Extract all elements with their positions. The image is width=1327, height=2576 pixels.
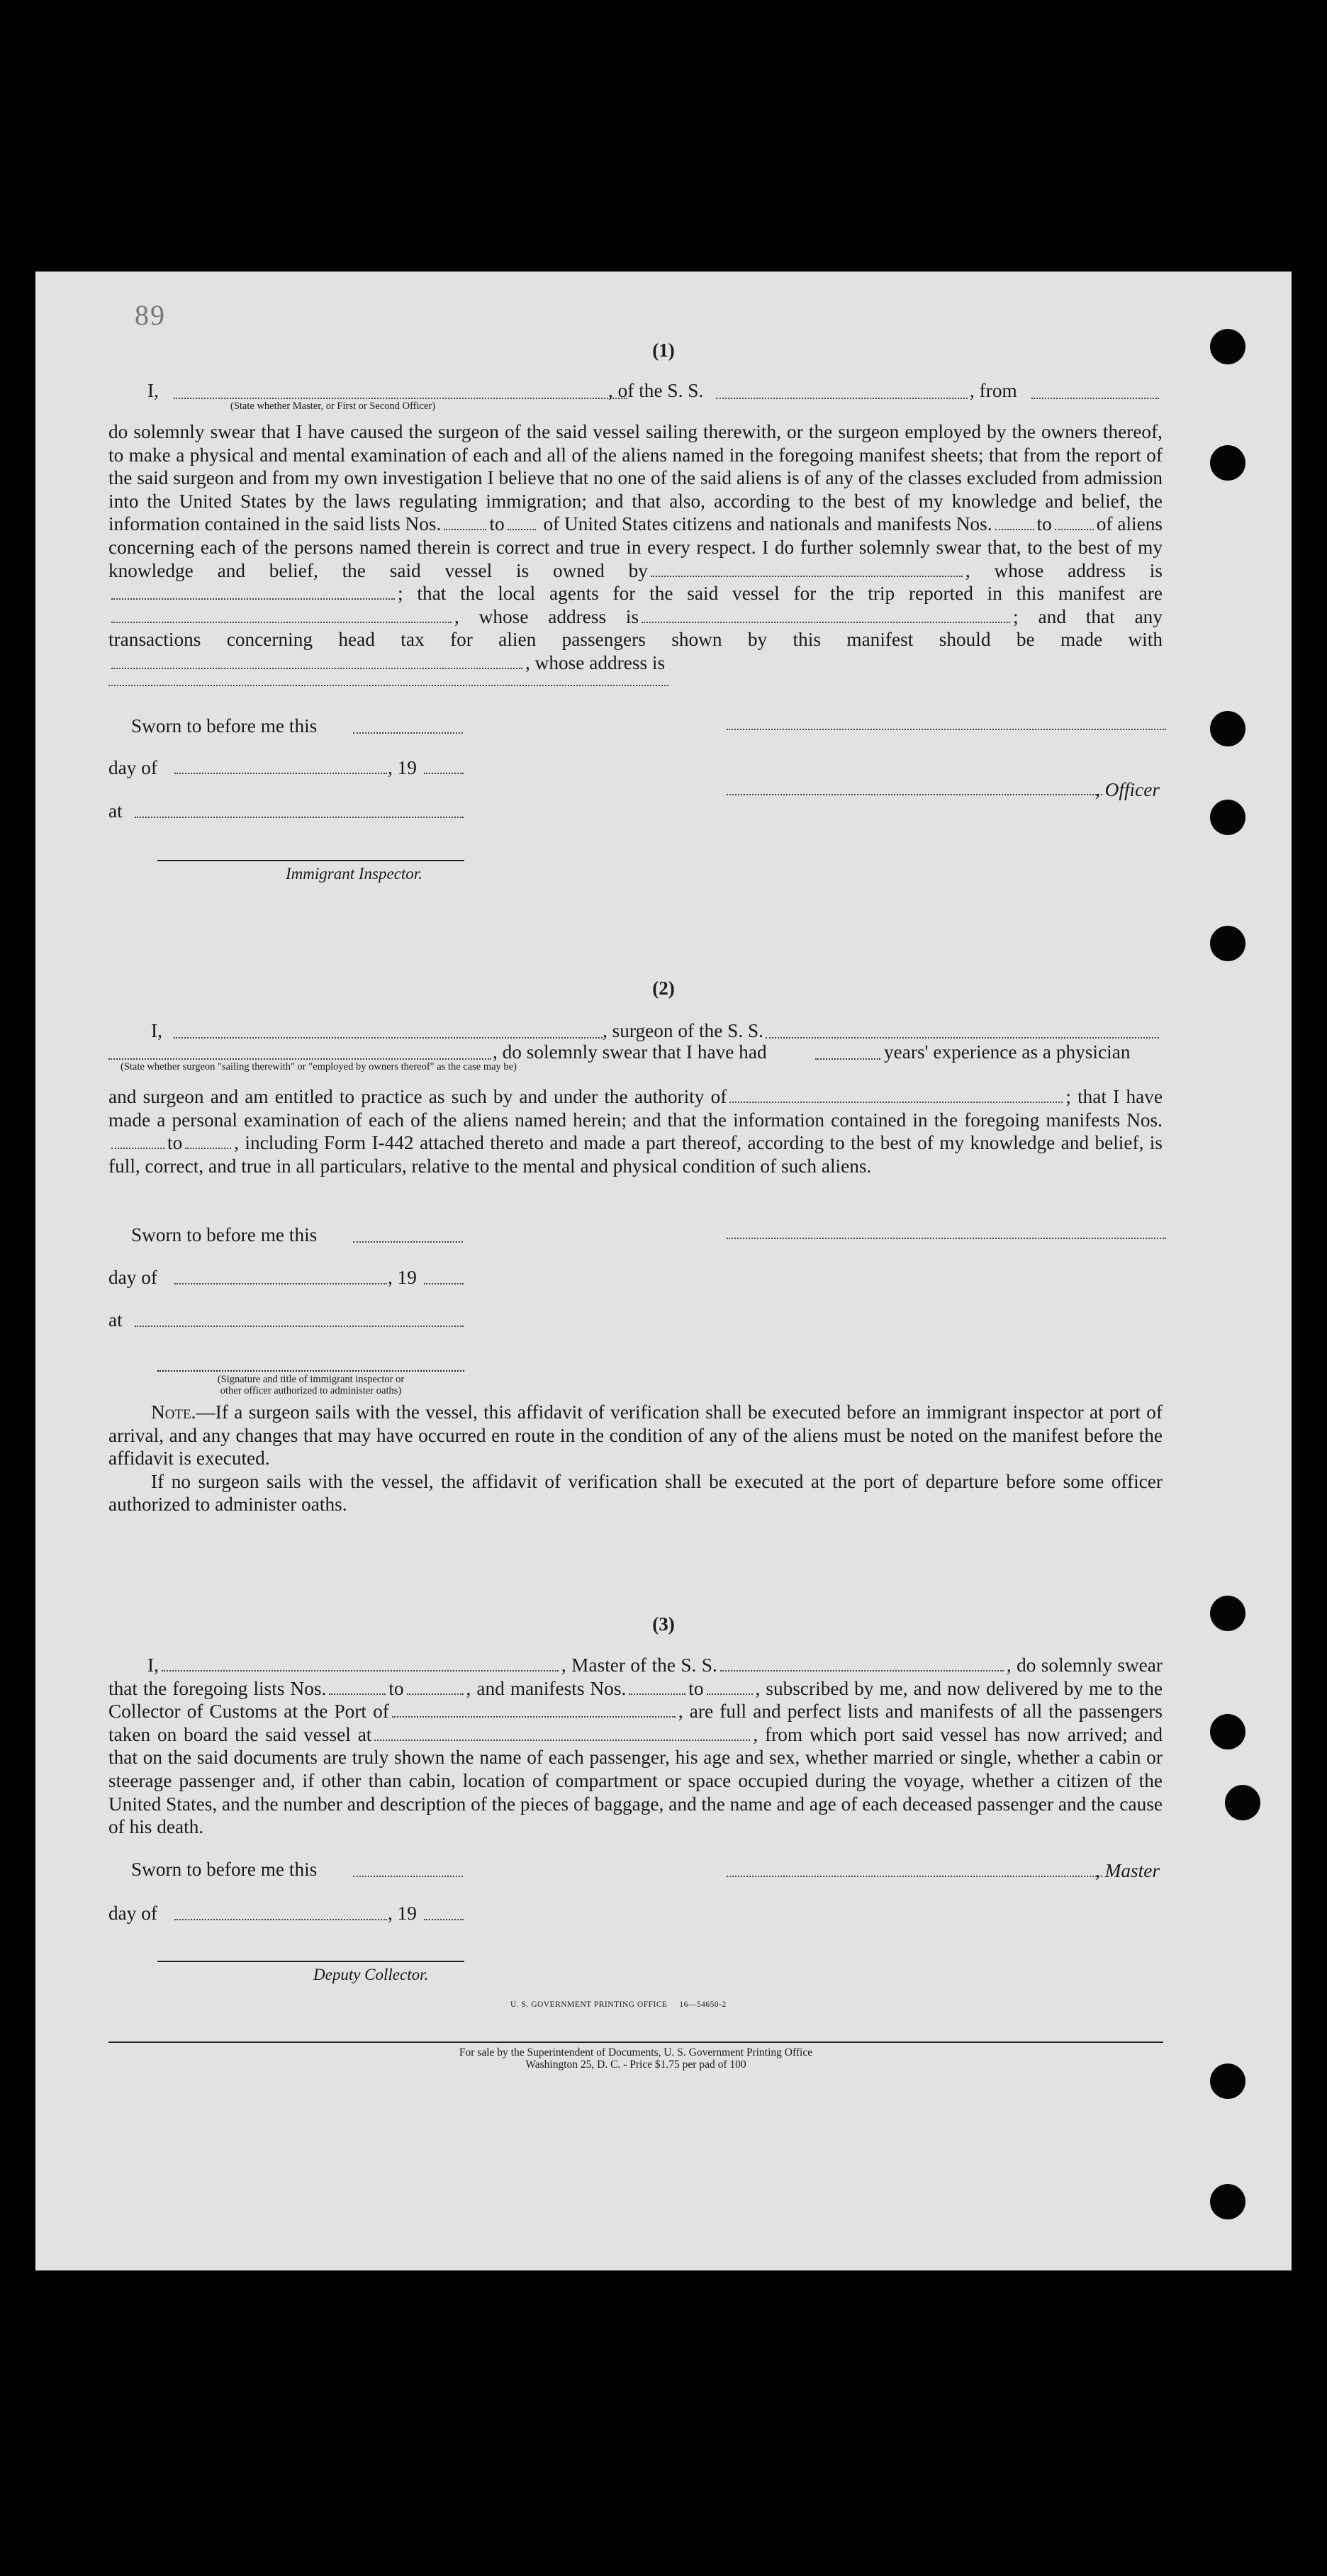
s3-vessel-field[interactable] (720, 1669, 1004, 1671)
s1-head-tax-field[interactable] (111, 667, 522, 669)
s2-caption: (State whether surgeon "sailing therewith" or "employed by owners thereof" as the case may be) (121, 1061, 517, 1073)
s2-i: I, (151, 1020, 162, 1041)
s3-i: I, (147, 1654, 159, 1676)
s3-sworn: Sworn to before me this (131, 1859, 318, 1880)
s1-i: I, (147, 380, 159, 401)
s2-year-field[interactable] (424, 1283, 464, 1284)
s1-day-of: day of (108, 757, 157, 778)
s1-body2a: of United States citizens and nationals and manifests Nos. (543, 513, 992, 535)
s2-note-2: If no surgeon sails with the vessel, the affidavit of verification shall be executed at the port of departure before some officer authorized to administer oaths. (108, 1470, 1163, 1516)
punch-hole (1210, 2184, 1245, 2219)
s2-at: at (108, 1309, 123, 1331)
punch-hole (1225, 1785, 1260, 1820)
s1-vessel-field[interactable] (716, 398, 968, 399)
page-number: 89 (135, 299, 166, 331)
s2-inspector-signature-line[interactable] (157, 1370, 464, 1372)
punch-hole (1210, 445, 1245, 481)
s2-at-field[interactable] (135, 1326, 464, 1327)
s2-year: , 19 (388, 1267, 417, 1288)
s2-body-block: and surgeon and am entitled to practice as such by and under the authority of ; that I have made a personal examination of each of the aliens named herein; and that the information contained in the foregoing manifests Nos.to , including Form I-442 attached thereto and made a part thereof, according to the best of my knowledge and belief, is full, correct, and true in all particulars, relative to the mental and physical condition of such aliens. (108, 1086, 1163, 1177)
s3-do-solemnly: , do solemnly (1006, 1654, 1112, 1676)
s3-sworn-field[interactable] (353, 1876, 463, 1877)
s2-sig-caption-1: (Signature and title of immigrant inspector or (217, 1374, 405, 1385)
s2-sworn: Sworn to before me this (131, 1224, 318, 1245)
s2-day-field[interactable] (174, 1283, 387, 1284)
s2-to: to (167, 1132, 183, 1154)
s1-agents-field[interactable] (111, 621, 452, 623)
s1-rank-field[interactable] (174, 398, 627, 399)
s1-at-field[interactable] (135, 817, 464, 818)
footer-rule (108, 2042, 1163, 2043)
s3-boarding-port-field[interactable] (374, 1739, 750, 1741)
s2-note-1: —If a surgeon sails with the vessel, this affidavit of verification shall be executed before an immigrant inspector at port of arrival, and any changes that may have occurred en route in the condition of any of the aliens must be noted on the manifest before the affidavit is executed. (108, 1401, 1163, 1469)
s1-from-field[interactable] (1031, 398, 1159, 399)
s2-manifest-to-field[interactable] (185, 1147, 231, 1149)
s1-to-2: to (1036, 513, 1052, 535)
s1-sworn-field[interactable] (353, 732, 463, 734)
s3-master-signature-field[interactable] (727, 1876, 1102, 1877)
punch-hole (1210, 711, 1245, 746)
printer-line: U. S. GOVERNMENT PRINTING OFFICE 16—54650-2 (510, 2000, 727, 2009)
s1-to: to (489, 513, 505, 535)
s2-authority-field[interactable] (729, 1101, 1063, 1103)
s3-subscribed: , subscribed by me, and now (755, 1677, 981, 1699)
s2-signature-field[interactable] (727, 1238, 1166, 1239)
s2-note-label: Note. (151, 1401, 196, 1423)
s3-port-field[interactable] (392, 1715, 676, 1718)
s2-body-c: , including Form I-442 attached thereto and made a part thereof, according to the best of my knowledge and belief, is full, correct, and true in all particulars, relative to the mental and physical condition of such aliens. (108, 1132, 1163, 1177)
s2-name-field[interactable] (174, 1037, 603, 1038)
punch-hole (1210, 2063, 1245, 2099)
s2-do-solemnly: , do solemnly swear that I have had (493, 1041, 767, 1063)
s2-years-exp: years' experience as a physician (884, 1041, 1131, 1063)
s1-from: , from (970, 380, 1017, 401)
s1-body-block: do solemnly swear that I have caused the surgeon of the said vessel sailing therewith, or the surgeon employed by the owners thereof, to make a physical and mental examination of each and all of the aliens named in the foregoing manifest sheets; that from the report of the said surgeon and from my own investigation I believe that no one of the said aliens is of any of the classes excluded from admission into the United States by the laws regulating immigration; and that also, according to the best of my knowledge and belief, the information contained in the said lists Nos. to of United States citizens and nationals and manifests Nos. to of aliens concerning each of the persons named therein is correct and true in every respect. I do further solemnly swear that, to the best of my knowledge and belief, the said vessel is owned by , whose address is; that the local agents for the said vessel for the trip reported in this manifest are, whose address is ; and that any transactions concerning head tax for alien passengers shown by this manifest should be made with, whose address is (108, 421, 1163, 673)
s2-status-field[interactable] (108, 1058, 491, 1060)
punch-hole (1210, 926, 1245, 961)
s3-collector-caption: Deputy Collector. (313, 1966, 429, 1983)
s3-master-label: , Master (1095, 1860, 1160, 1881)
section-1-number: (1) (652, 340, 675, 361)
s3-body-block (108, 1654, 1163, 1839)
s3-manifests-all: manifests of all the passengers taken on board the said vessel at (108, 1701, 1163, 1745)
s1-owner-address-field[interactable] (111, 598, 395, 600)
s3-to-2: to (688, 1677, 704, 1699)
s1-inspector-caption: Immigrant Inspector. (286, 865, 422, 883)
s1-whose-address-3: , whose address is (525, 651, 666, 673)
s1-body: do solemnly swear that I have caused the surgeon of the said vessel sailing therewith, or the surgeon employed by the owners thereof, to make a physical and mental examination of each and all of the aliens named in the foregoing manifest sheets; that from the report of the said surgeon and from my own investigation I believe that no one of the said aliens is of any of the classes excluded from admission into the United States by the laws regulating immigration; and that also, according to the best of my knowledge and belief, the information contained in the said lists Nos. (108, 421, 1163, 535)
section-2-number: (2) (652, 978, 675, 999)
s1-manifest-to-field[interactable] (1055, 528, 1094, 530)
s3-year-field[interactable] (424, 1919, 464, 1920)
s1-whose-address-2: whose address is (478, 605, 639, 627)
s2-manifest-from-field[interactable] (111, 1147, 164, 1149)
s3-delivered: delivered by me to the Collector of Customs at the Port of (108, 1677, 1163, 1723)
s1-year: , 19 (388, 757, 417, 778)
s3-from-which: , from which (753, 1723, 857, 1745)
footer-line-1: For sale by the Superintendent of Documents, U. S. Government Printing Office (459, 2046, 813, 2059)
s3-collector-signature-line[interactable] (157, 1961, 464, 1962)
s2-sig-caption-2: other officer authorized to administer oaths) (220, 1385, 402, 1396)
s3-lists-to-field[interactable] (407, 1693, 464, 1695)
s1-lists-from-field[interactable] (444, 528, 486, 530)
s3-manifest-from-field[interactable] (629, 1693, 685, 1695)
s1-day-field[interactable] (174, 773, 387, 774)
s3-and-manifests: , and manifests Nos. (466, 1677, 627, 1699)
section-3-number: (3) (652, 1613, 675, 1635)
s1-local-agents: that the local agents for the said vessel for the trip reported in this manifest are (417, 583, 1163, 605)
s1-caption: (State whether Master, or First or Second Officer) (230, 401, 436, 412)
s2-surgeon-of: , surgeon of the S. S. (603, 1020, 763, 1041)
s1-inspector-signature-line[interactable] (157, 860, 464, 861)
s3-year: , 19 (388, 1903, 417, 1924)
s3-are-full: , are full and perfect lists and (678, 1701, 914, 1723)
s1-of-ss: , of the S. S. (608, 380, 704, 401)
s1-manifest-from-field[interactable] (995, 528, 1034, 530)
form-page (35, 271, 1292, 2270)
s3-to: to (388, 1677, 404, 1699)
s1-lists-to-field[interactable] (508, 528, 536, 530)
s2-body-a: and surgeon and am entitled to practice as such by and under the authority of (108, 1086, 727, 1107)
s1-head-tax-address-field[interactable] (108, 685, 668, 686)
s1-at: at (108, 800, 123, 822)
s1-agents-address-field[interactable] (642, 621, 1010, 623)
s3-master-of: , Master of the S. S. (561, 1654, 717, 1676)
s3-body: port said vessel has now arrived; and that on the said documents are truly shown the name of each passenger, his age and sex, whether married or single, whether a cabin or steerage passenger and, if other than cabin, location of compartment or space occupied during the voyage, whether a citizen of the United States, and the number and description of the pieces of baggage, and the name and age of each deceased passenger and the cause of his death. (108, 1723, 1163, 1838)
s3-lists-from-field[interactable] (329, 1693, 386, 1695)
punch-hole (1210, 1714, 1245, 1749)
s2-vessel-field[interactable] (766, 1037, 1159, 1038)
footer-line-2: Washington 25, D. C. - Price $1.75 per pad of 100 (525, 2059, 746, 2071)
s2-sworn-field[interactable] (353, 1241, 463, 1243)
s1-officer-label: , Officer (1095, 779, 1160, 800)
s1-signature-field[interactable] (727, 729, 1166, 730)
s2-note-block (108, 1401, 1163, 1516)
punch-hole (1210, 800, 1245, 835)
s2-body-b: that I have made a personal examination of each of the aliens named herein; and that the information contained in the foregoing manifests Nos. (108, 1086, 1163, 1131)
s2-years-field[interactable] (815, 1058, 880, 1060)
s1-sworn: Sworn to before me this (131, 715, 318, 737)
s1-body2b: of aliens concerning each of the persons named therein is correct and true in every respect. I do further solemnly swear that, to the best of my knowledge and belief, the said vessel is owned by (108, 513, 1163, 581)
s2-day-of: day of (108, 1267, 157, 1288)
s3-name-field[interactable] (162, 1669, 559, 1671)
s1-head-tax: ; and that any transactions concerning head tax for alien passengers shown by this manifest should be made with (108, 605, 1163, 651)
s3-manifest-to-field[interactable] (707, 1693, 753, 1695)
s1-year-field[interactable] (424, 773, 464, 774)
s3-swear-lists: swear that the foregoing lists Nos. (108, 1654, 1163, 1699)
s1-owner-field[interactable] (651, 575, 963, 577)
s3-day-of: day of (108, 1903, 157, 1924)
s1-whose-address: , whose address is (965, 559, 1163, 581)
s3-day-field[interactable] (174, 1919, 387, 1920)
s1-officer-field[interactable] (727, 794, 1102, 795)
